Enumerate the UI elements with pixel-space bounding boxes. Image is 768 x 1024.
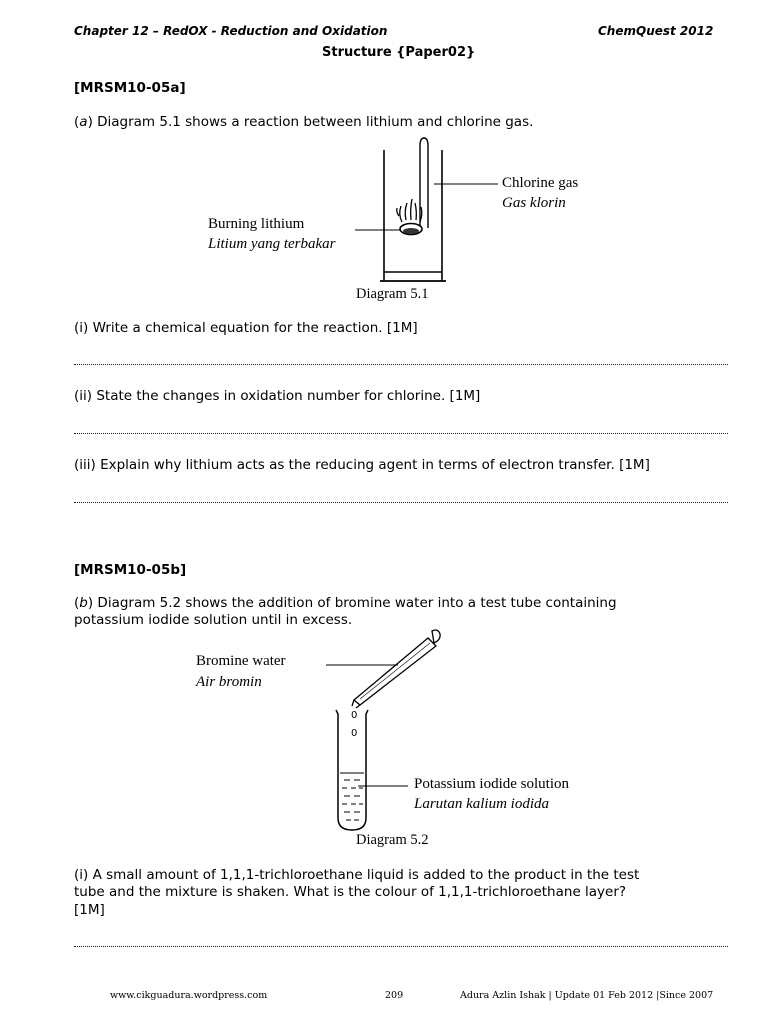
footer-website: www.cikguadura.wordpress.com — [110, 990, 268, 1001]
question-b-part-i-marks: [1M] — [74, 902, 105, 918]
question-code-a: [MRSM10-05a] — [74, 80, 186, 96]
potassium-iodide-label: Potassium iodide solution — [414, 776, 570, 792]
question-a-part-i: (i) Write a chemical equation for the reaction. [1M] — [74, 320, 418, 336]
gas-klorin-label: Gas klorin — [502, 195, 566, 211]
footer-author-info: Adura Azlin Ishak | Update 01 Feb 2012 |Since 2007 — [460, 990, 714, 1001]
burning-lithium-label: Burning lithium — [208, 216, 305, 232]
question-a-part-ii: (ii) State the changes in oxidation number for chlorine. [1M] — [74, 388, 481, 404]
bromine-water-label: Bromine water — [196, 653, 286, 669]
book-header: ChemQuest 2012 — [598, 24, 714, 38]
air-bromin-label: Air bromin — [196, 674, 262, 690]
question-code-b: [MRSM10-05b] — [74, 562, 187, 578]
drop-2: 0 — [351, 728, 358, 739]
litium-label: Litium yang terbakar — [208, 236, 336, 252]
diagram-5-2-caption: Diagram 5.2 — [356, 832, 429, 848]
footer-page-number: 209 — [385, 990, 404, 1001]
drop-1: 0 — [351, 710, 358, 721]
answer-line-b-i[interactable] — [74, 940, 728, 947]
question-b-part-i-line1: (i) A small amount of 1,1,1-trichloroethane liquid is added to the product in the test — [74, 867, 640, 883]
chapter-header: Chapter 12 – RedOX - Reduction and Oxidation — [74, 24, 388, 38]
diagram-5-1-caption: Diagram 5.1 — [356, 286, 429, 302]
question-a-text: Diagram 5.1 shows a reaction between lithium and chlorine gas. — [97, 114, 534, 130]
question-b-intro-line2: potassium iodide solution until in excess. — [74, 612, 353, 628]
dropper — [352, 630, 440, 708]
question-b-label: b — [79, 595, 88, 611]
page-title: Structure {Paper02} — [322, 45, 476, 60]
question-b-part-i-line2: tube and the mixture is shaken. What is the colour of 1,1,1-trichloroethane layer? — [74, 884, 627, 900]
question-a-part-iii: (iii) Explain why lithium acts as the reducing agent in terms of electron transfer. [1M] — [74, 457, 650, 473]
question-a-label: a — [79, 114, 88, 130]
question-b-text-1: Diagram 5.2 shows the addition of bromine water into a test tube containing — [97, 595, 617, 611]
dropper-inner — [360, 643, 430, 699]
question-b-intro-line1: (b) Diagram 5.2 shows the addition of bromine water into a test tube containing — [74, 595, 617, 611]
chlorine-gas-label: Chlorine gas — [502, 175, 579, 191]
question-a-intro: (a) Diagram 5.1 shows a reaction between lithium and chlorine gas. — [74, 114, 534, 130]
larutan-label: Larutan kalium iodida — [414, 796, 550, 812]
